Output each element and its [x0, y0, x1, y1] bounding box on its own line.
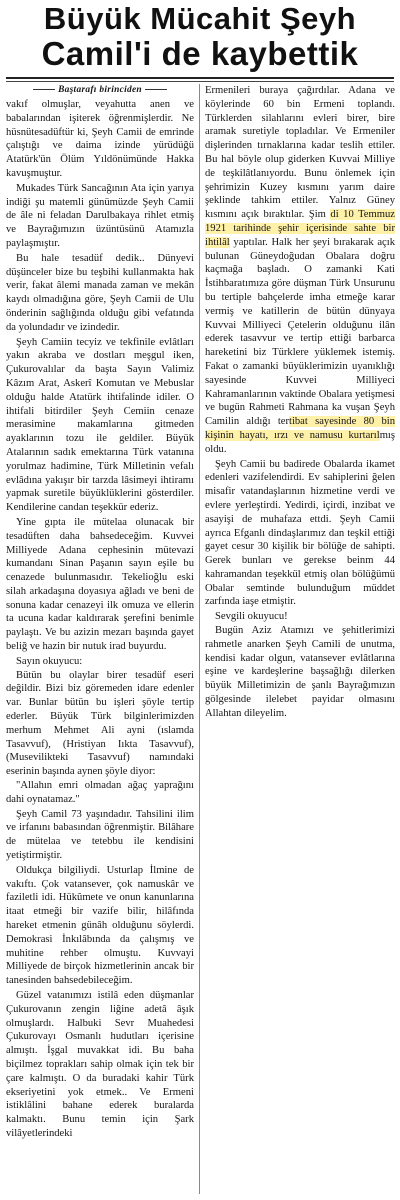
paragraph: Şeyh Camil 73 yaşındadır. Tahsilini ilim ve irfanını babasından öğrenmiştir. Bilâhare de mütelaa ve tetebbu ile kendisini yetiştirmiştir. — [6, 808, 194, 862]
headline-line-1: Büyük Mücahit Şeyh — [43, 1, 357, 36]
paragraph-text: yaptılar. Halk her şeyi bırakarak açık bulunan Güneydoğudan Obalara doğru kaçmağa başladı. O zamanki Kati İstihbaratımıza göre düşman Türk Unsurunu bu tertiple bahçelerde imha etmeğe karar vermiş ve katillerin de bütün dünyaya Kuvvai Milliyeci Çetelerin olduğunu ilân ederek tasavvur ve tertip ettiği barbarca hareketini biz Türklere yüklemek istemiş. Fakat o zamanki büyüklerimizin uyanıklığı sayesinde Kuvvei Milliyeci Kahramanlarının vaktinde Obalara yetişmesi ve bugün Rahmeti Rahmana ka vuşan Şeyh Camilin aldığı ter — [205, 236, 395, 428]
paragraph: Bütün bu olaylar birer tesadüf eseri değildir. Bizi biz göremeden idare edenler var. Bunlar bütün bu işleri şöyle tertip ederler. Büyük Türk bilginlerimizden merhum Mehmet Ali ayni (ıslamda Tasavvuf), (Hristiyan Iıkta Tasavvuf), (Musevilikteki Tasavvuf) namındaki eserinin başında aynen şöyle diyor: — [6, 669, 194, 778]
headline-line-2: Camil'i de kaybettik — [41, 35, 359, 72]
paragraph: vakıf olmuşlar, veyahutta anen ve babalarından işiterek öğrenmişlerdir. Ne hüsnütesadüftür ki, Şeyh Camii de emrinde çalıştığı ve daima izinde yürüdüğü Atatürk'ün Ölüm Yıldönümünde Hakka kavuşmuştur. — [6, 99, 194, 179]
left-column — [6, 84, 194, 1141]
highlight-80-bin: tibat sayesinde 80 bin kişinin hayatı, ırzı ve namusu kurtarıl — [205, 416, 395, 441]
paragraph: Oldukça bilgiliydi. Usturlap İlmine de vakıftı. Çok vatansever, çok namuskâr ve faziletli idi. Hükûmete ve onun kanunlarına itaat etmeği bir vazife bilir, hilâfında hareket etmenin günâh olduğunu söylerdi. Demokrasi İnkılâbında da çalışmış ve muhitine rehber olmuştu. Kuvvayi Milliyede de birçok hizmetlerinin ancak bir tanesinden bahsedebileceğim. — [6, 864, 194, 987]
highlight-date: di 10 Temmuz 1921 tarihinde şehir içerisinde sahte bir ihtilâl — [205, 209, 395, 248]
paragraph: Şeyh Camii bu badirede Obalarda ikamet edenleri vazifelendirdi. Ev sahiplerini ğelen misafir vatandaşlarının hizmetine verdi ve evlere yerleştirdi. Yedirdi, içirdi, inzibat ve asayişi de muhafaza ettdi. Şeyh Camii ayrıca Efganlı dindaşlarımız dan teşkil ettiği gayet cesur 30 kişilik bir bölüğe de sahipti. Gerek bunları ve gerekse beinm 44 kahramandan teşekkül etmiş olan bölüğümü Obalar semtinde bulunduğum müddet zarfında iaşe etmiştir. — [205, 458, 395, 608]
right-column — [205, 84, 395, 721]
paragraph: Sevgili okuyucu! — [215, 611, 288, 623]
paragraph: Bugün Aziz Atamızı ve şehitlerimizi rahmetle anarken Şeyh Camili de unutma, kendisi kadar olgun, vatansever evlâtlarına eşine ve kardeşlerine başsağlığı dilerken büyük Milletimizin de şanlı Bayrağımızın gölgesinde ilelebet payidar olmasını Allahtan dileyelim. — [205, 625, 395, 719]
paragraph: Sayın okuyucu: — [16, 655, 83, 667]
paragraph: Güzel vatanımızı istilâ eden düşmanlar Çukurovanın zengin liğine adetâ âşık olmuşlardı. Halbuki Sevr Muahedesi Çukurovayı Osmanlı hudutları içerisine almıştı. İşgal muvakkat idi. Bu baha biçilmez toprakları sahip olmak için tek bir çare kalmıştı. O da buradaki kahir Türk ekseriyetini yok etmek.. Ve Ermeni istiklâlini bahane ederek buralarda kalmaktı. Bunu temin için Şark vilâyetlerindeki — [6, 990, 194, 1139]
paragraph-highlighted — [205, 84, 395, 457]
paragraph-text: Ermenileri buraya çağırdılar. Adana ve köylerinde 60 bin Ermeni toplandı. Türklerden silahlarını evleri birer, bire aramak suretiyle topladılar. Ve Ermeniler dişlerinden tırnaklarına kadar teslih ettiler. Bu hal böyle olup giderken Kuvvai Milliye de teşkilâtlanıyordu. Bunu önlemek için şehrimizin Kuzey kısmını yarım daire şeklinde tahkim ettiler. Yalnız Güney kısmını açık bıraktılar. Şim — [205, 85, 395, 221]
headline-rule-thin — [6, 81, 394, 82]
continuation-label: Baştarafı birinciden — [6, 84, 194, 97]
paragraph-text: mış oldu. — [205, 429, 395, 455]
quote: "Allahın emri olmadan ağaç yaprağını dahi oynatamaz." — [6, 780, 194, 805]
paragraph: Bu hale tesadüf dedik.. Dünyevi düşünceler bize bu teşbihi kullanmakta hak verir, fakat âlemi manada zaman ve mekân kaydı olmadığına göre, Şeyh Camii de Ulu önderinin sağlığında olduğu gibi vefatında da yolundadır ve izindedir. — [6, 252, 194, 333]
column-divider — [199, 84, 200, 1194]
paragraph: Mukades Türk Sancağının Ata için yarıya indiği şu matemli günümüzde Şeyh Camii de âle ni feladan Darulbakaya rihlet etmiş ve Bayrağımızın üzüntüsünü Atamızla paylaşmıştır. — [6, 182, 194, 249]
paragraph: Yine gıpta ile mütelaa olunacak bir tesadüften daha bahsedeceğim. Kuvvei Milliyede Adana cephesinin mütevazi kumandanı Sinan Paşanın sayın eşile bu cenazede bulunmasıdır. Tekelioğlu eski silah arkadaşına doyasıya ağladı ve beni de sonuna kadar cenazeyi ilk omuza ve ellerin ta ucuna kadar kaldırarak şerefini benimle paylaştı. Ve bu azizin mezarı başında gayet beliğ ve hazin bir nutuk irad buyurdu. — [6, 516, 194, 653]
paragraph: Şeyh Camiin tecyiz ve tekfinile evlâtları yakın akraba ve dostları meşgul iken, Çukurovalılar da başta Sayın Valimiz Kâzım Arat, Askerî Komutan ve Mebuslar olduğu halde Atatürk ihtifalinde idiler. O ihtifali bitirdiler Şeyh Cemiin cenaze merasimine makamlarına gitmeden ayaklarının tozu ile geldiler. Büyük Atalarının sadık emektarına Türk vatanına yorulmaz hadimine, Türk Milletinin vefalı evlâdına yakışır bir tarzda lâsimeyi ihtiramı yapmak suretile büyüklüklerini gösterdiler. Kendilerine candan teşekkür ederiz. — [6, 336, 194, 514]
headline-rule — [6, 77, 394, 79]
